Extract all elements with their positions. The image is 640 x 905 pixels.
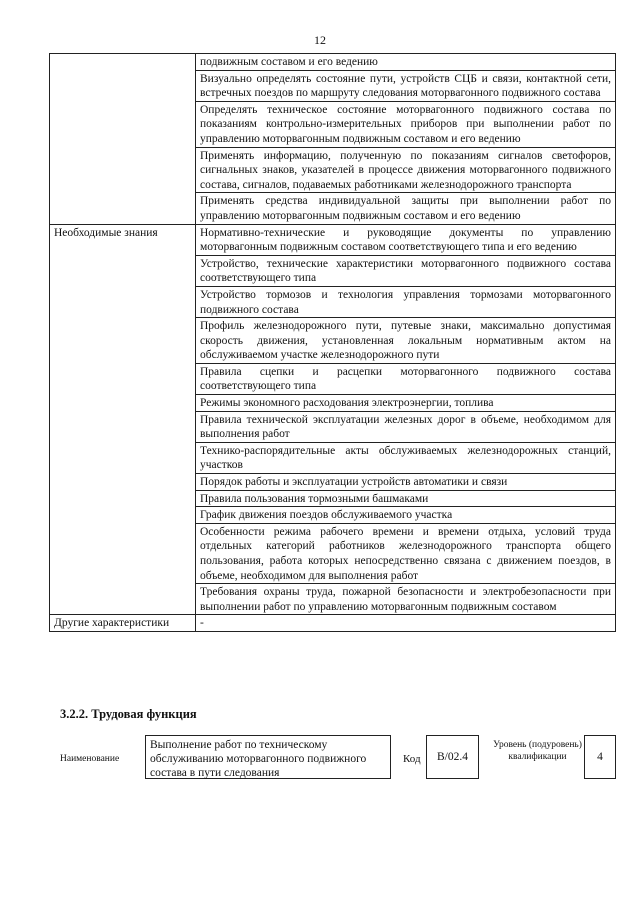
- row-label: Необходимые знания: [50, 224, 196, 615]
- table-row: [50, 54, 616, 71]
- table-cell: Правила технической эксплуатации железных дорог в объеме, необходимом для выполнения работ: [196, 411, 616, 442]
- table-cell: Правила сцепки и расцепки моторвагонного подвижного состава соответствующего типа: [196, 363, 616, 394]
- table-cell: Применять информацию, полученную по показаниям сигналов светофоров, сигнальных знаков, указателей в процессе движения моторвагонного подвижного состава, сигналов, подаваемых работниками железнодорожного транспорта: [196, 147, 616, 193]
- table-cell: Особенности режима рабочего времени и времени отдыха, условий труда отдельных категорий работников железнодорожного транспорта общего пользования, работа которых непосредственно связана с движением поездов, в объеме, необходимом для выполнения работ: [196, 523, 616, 583]
- row-label: [50, 54, 196, 225]
- table-cell: подвижным составом и его ведению: [196, 54, 616, 71]
- table-cell: Применять средства индивидуальной защиты при выполнении работ по управлению моторвагонным подвижным составом и его ведению: [196, 193, 616, 224]
- table-cell: Устройство, технические характеристики моторвагонного подвижного состава соответствующего типа: [196, 255, 616, 286]
- table-cell: Визуально определять состояние пути, устройств СЦБ и связи, контактной сети, встречных поездов по маршруту следования моторвагонного подвижного состава: [196, 70, 616, 101]
- section-title: 3.2.2. Трудовая функция: [60, 707, 197, 721]
- table-cell: Правила пользования тормозными башмаками: [196, 490, 616, 507]
- code-value: В/02.4: [437, 751, 468, 763]
- level-value-box: [584, 735, 616, 779]
- name-value: Выполнение работ по техническому обслуживанию моторвагонного подвижного состава в пути следования: [150, 739, 367, 779]
- table-cell: Профиль железнодорожного пути, путевые знаки, максимально допустимая скорость движения, установленная локальным нормативным актом на обслуживаемом участке железнодорожного пути: [196, 318, 616, 364]
- table-row: [50, 224, 616, 255]
- table-cell: Определять техническое состояние моторвагонного подвижного состава по показаниям контрольно-измерительных приборов при выполнении работ по управлению моторвагонным подвижным составом и его ведению: [196, 101, 616, 147]
- code-value-box: [426, 735, 479, 779]
- row-label: Другие характеристики: [50, 615, 196, 632]
- name-value-box: [145, 735, 391, 779]
- table-cell: Нормативно-технические и руководящие документы по управлению моторвагонным подвижным составом соответствующего типа и его ведению: [196, 224, 616, 255]
- level-label: Уровень (подуровень) квалификации: [493, 740, 582, 762]
- table-cell: Технико-распорядительные акты обслуживаемых железнодорожных станций, участков: [196, 442, 616, 473]
- table-cell: Порядок работы и эксплуатации устройств автоматики и связи: [196, 474, 616, 491]
- table-cell: -: [196, 615, 616, 632]
- table-cell: График движения поездов обслуживаемого участка: [196, 507, 616, 524]
- level-value: 4: [597, 751, 603, 763]
- table-cell: Устройство тормозов и технология управления тормозами моторвагонного подвижного состава: [196, 286, 616, 317]
- code-label: Код: [403, 753, 421, 765]
- table-row: [50, 615, 616, 632]
- table-cell: Режимы экономного расходования электроэнергии, топлива: [196, 395, 616, 412]
- table-cell: Требования охраны труда, пожарной безопасности и электробезопасности при выполнении работ по управлению моторвагонным подвижным составом: [196, 584, 616, 615]
- page-number: 12: [314, 33, 326, 47]
- competency-table: [49, 53, 616, 632]
- name-label: Наименование: [60, 754, 120, 764]
